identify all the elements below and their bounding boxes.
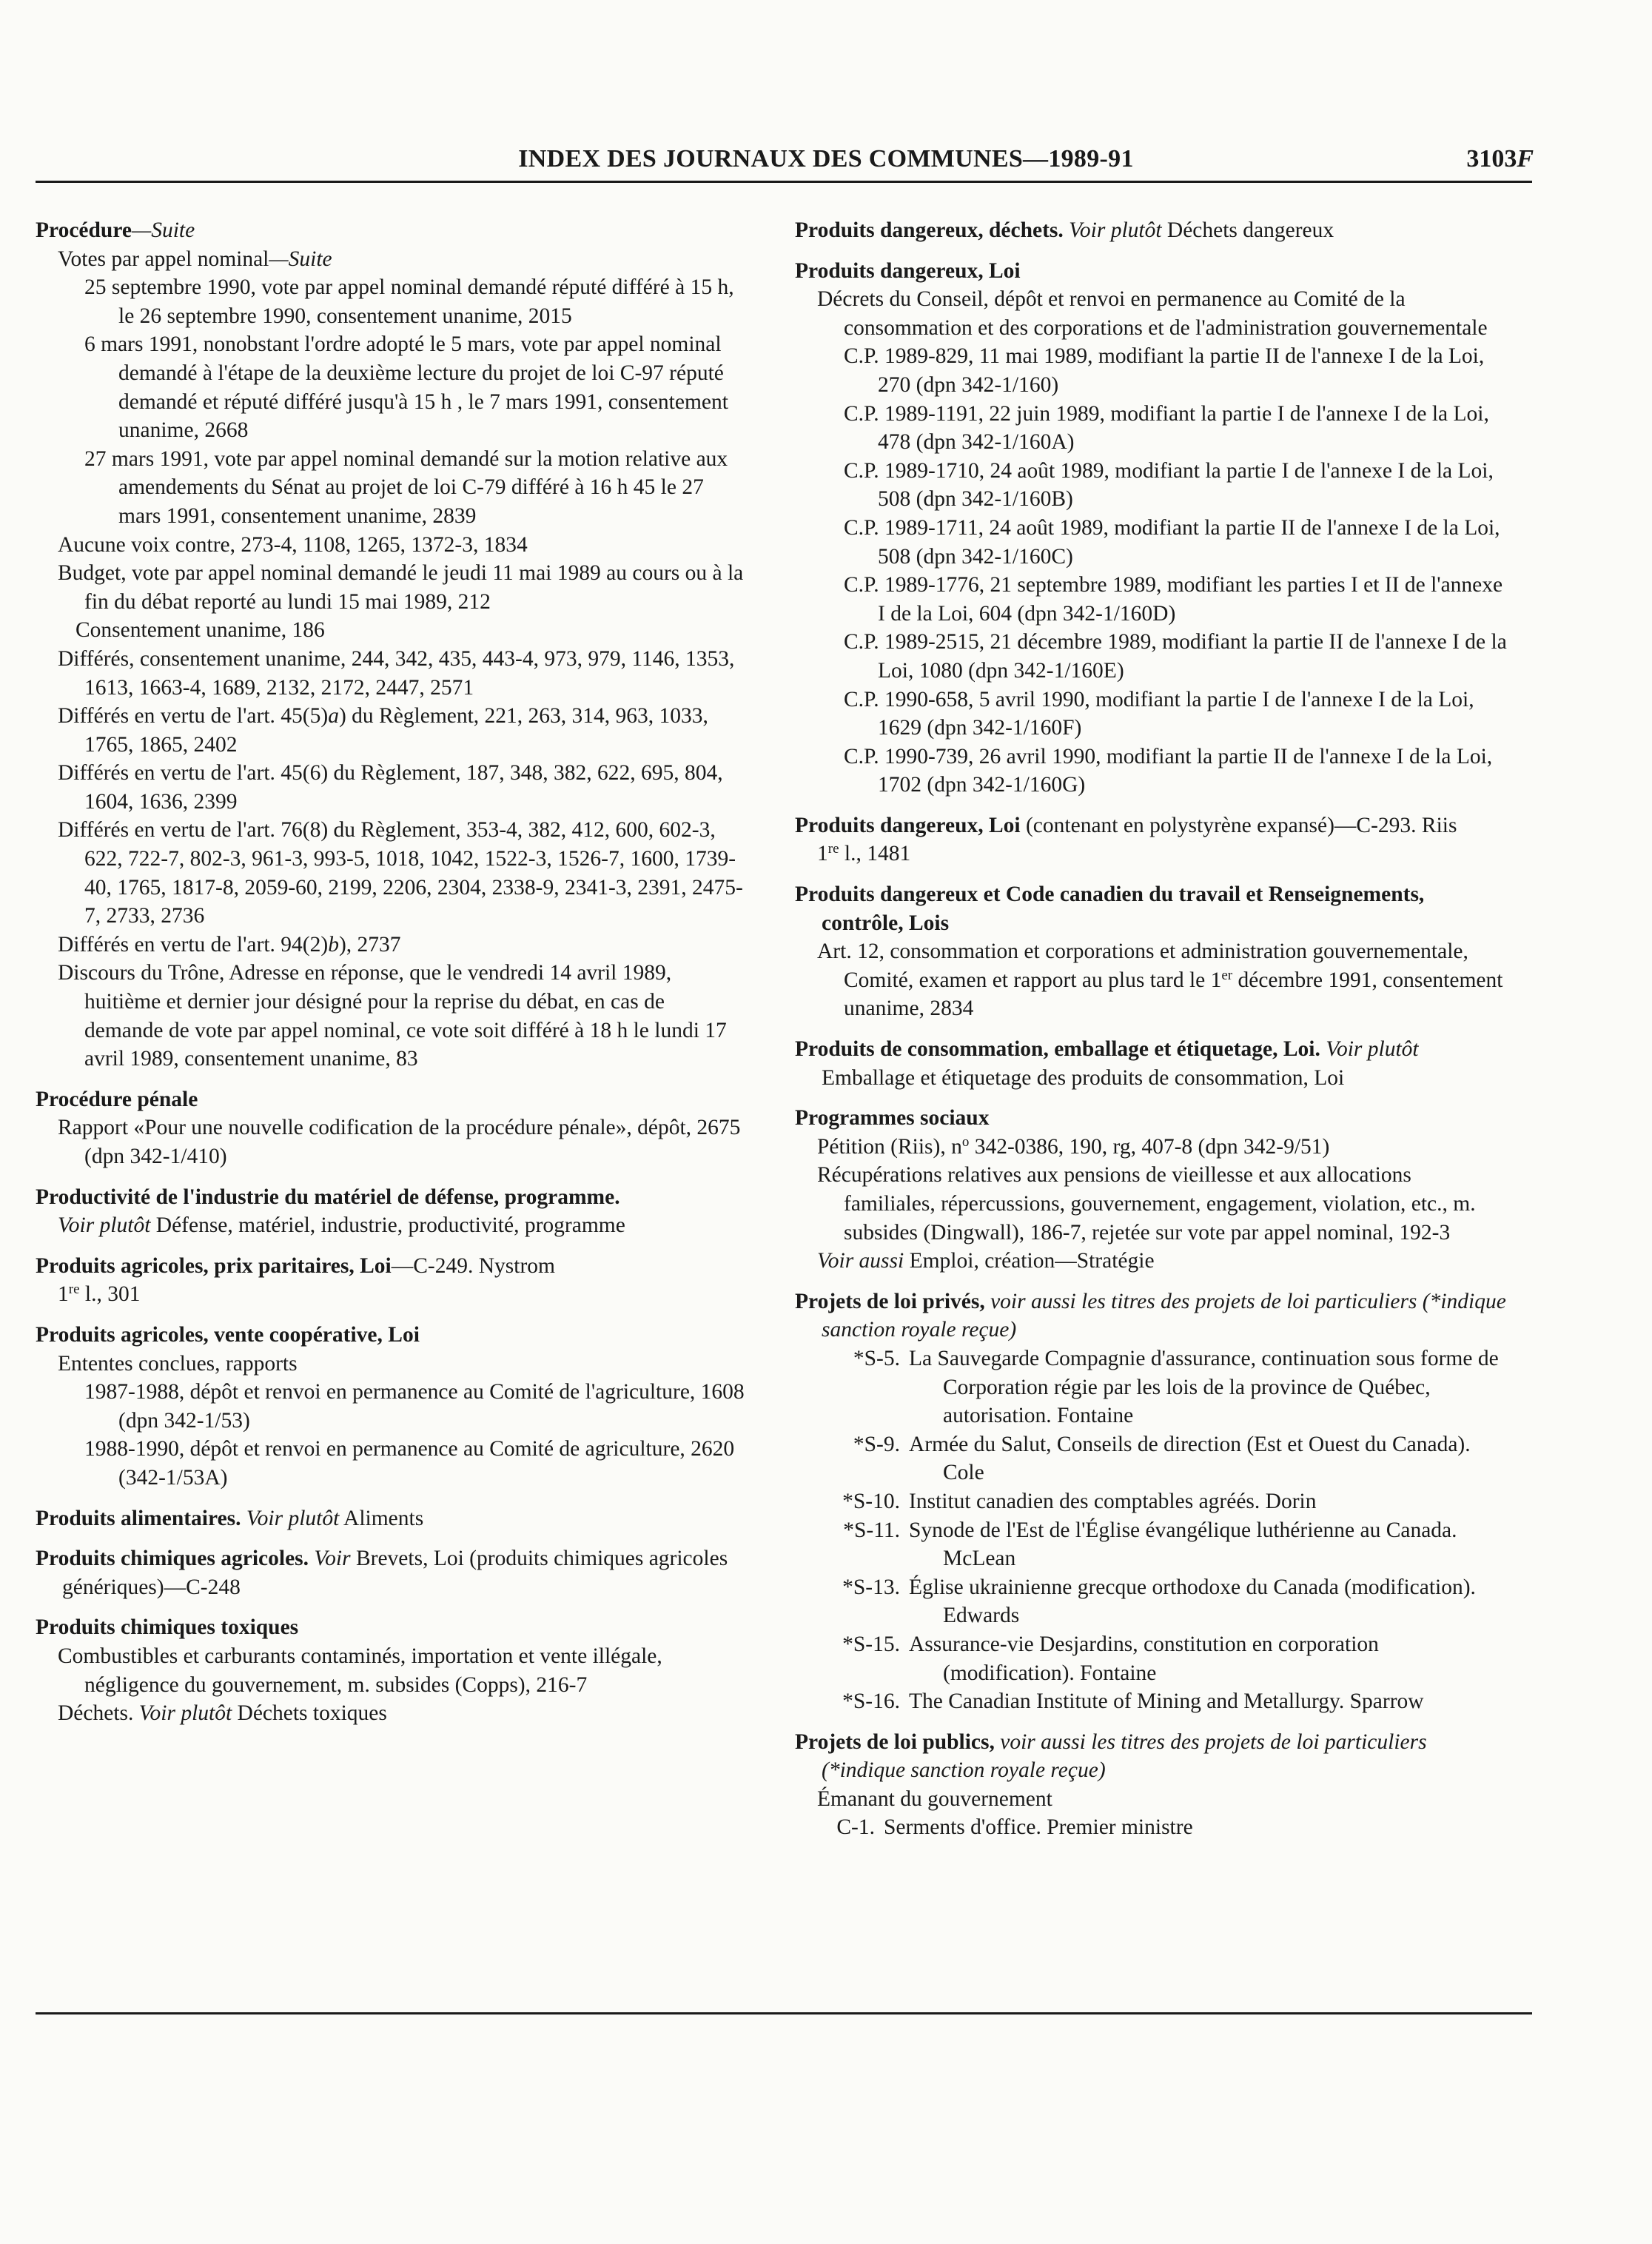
- list-item: 6 mars 1991, nonobstant l'ordre adopté le 5 mars, vote par appel nominal demandé à l'étape de la deuxième lecture du projet de loi C-97 réputé demandé et réputé différé jusqu'à 15 h , le 7 mars 1991, consentement unanime, 2668: [84, 332, 728, 443]
- text-part: 1: [58, 1282, 69, 1307]
- heading-text: Produits de consommation, emballage et étiquetage, Loi.: [795, 1037, 1320, 1062]
- bill-title: Synode de l'Est de l'Église évangélique luthérienne au Canada. McLean: [909, 1518, 1457, 1571]
- heading-text: Produits agricoles, prix paritaires, Loi: [36, 1253, 392, 1278]
- entry-code-canadien: [795, 880, 1507, 1023]
- entry-heading: [795, 811, 1507, 840]
- text-part: 342-0386, 190, rg, 407-8 (dpn 342-9/51): [969, 1134, 1330, 1159]
- superscript: o: [961, 1133, 970, 1150]
- bill-row: [795, 1573, 1507, 1630]
- text-part: Art. 12, consommation et corporations et administration gouvernementale, Comité, examen et rapport au plus tard le 1: [817, 940, 1468, 992]
- text-part: Déchets.: [58, 1701, 139, 1726]
- page-header-title: INDEX DES JOURNAUX DES COMMUNES—1989-91: [518, 145, 1134, 173]
- subentry-differes-94-2b: [36, 931, 748, 959]
- subentry-votes: [36, 245, 748, 274]
- entry-heading: Produits agricoles, vente coopérative, Loi: [36, 1322, 420, 1347]
- entry-lois-prives: [795, 1287, 1507, 1716]
- bill-number: *S-10.: [842, 1489, 900, 1513]
- bill-title: Assurance-vie Desjardins, constitution en corporation (modification). Fontaine: [909, 1632, 1379, 1685]
- subentry-differes-45-5a: [36, 702, 748, 759]
- superscript: re: [827, 841, 839, 857]
- subentry-ententes: Ententes conclues, rapports: [58, 1351, 298, 1376]
- bill-number: C-1.: [836, 1815, 875, 1840]
- ref-text: Déchets dangereux: [1161, 218, 1334, 242]
- text-part: a: [328, 704, 339, 729]
- text-part: ), 2737: [338, 932, 401, 957]
- subentry-gouvernement: Émanant du gouvernement: [817, 1786, 1052, 1811]
- entry-heading: Produits dangereux, Loi: [795, 258, 1021, 283]
- heading-text: Produits dangereux, Loi: [795, 813, 1021, 837]
- footer-rule: [36, 2012, 1532, 2014]
- entry-heading: [795, 1728, 1507, 1785]
- heading-suite: —Suite: [131, 218, 195, 242]
- voir-label: Voir plutôt: [1326, 1037, 1419, 1062]
- entry-procedure-penale: [36, 1085, 748, 1171]
- bill-row: [795, 1813, 1507, 1842]
- text-part: décembre 1991, consentement unanime, 2834: [844, 968, 1503, 1021]
- subentry-combustibles: Combustibles et carburants contaminés, importation et vente illégale, négligence du gouvernement, m. subsides (Copps), 216-7: [58, 1644, 662, 1697]
- subentry-petition: [795, 1133, 1507, 1162]
- bill-title: Serments d'office. Premier ministre: [884, 1815, 1193, 1840]
- cross-reference: [795, 1247, 1507, 1276]
- subentry-consentement: Consentement unanime, 186: [75, 618, 325, 643]
- ref-text: Déchets toxiques: [232, 1701, 387, 1726]
- heading-text: Projets de loi publics,: [795, 1729, 995, 1754]
- entry-vente-cooperative: [36, 1321, 748, 1493]
- superscript: er: [1221, 967, 1233, 983]
- entry-heading: [36, 1252, 748, 1281]
- bill-title: Armée du Salut, Conseils de direction (Est et Ouest du Canada). Cole: [909, 1432, 1471, 1485]
- entry-productivite: [36, 1183, 748, 1240]
- list-item: C.P. 1989-1710, 24 août 1989, modifiant la partie I de l'annexe I de la Loi, 508 (dpn 342-1/160B): [844, 458, 1494, 512]
- subentry-discours: Discours du Trône, Adresse en réponse, que le vendredi 14 avril 1989, huitième et dernier jour désigné pour la reprise du débat, en cas de demande de vote par appel nominal, ce vote soit différé à 18 h le lundi 17 avril 1989, consentement unanime, 83: [58, 961, 727, 1071]
- bill-row: [795, 1344, 1507, 1430]
- superscript: re: [68, 1282, 80, 1298]
- entry-lois-publics: [795, 1728, 1507, 1842]
- text-part: Pétition (Riis), n: [817, 1134, 962, 1159]
- subentry-lecture: [36, 1280, 748, 1309]
- entry-heading: [795, 1035, 1507, 1092]
- entry-procedure-suite: [36, 216, 748, 1074]
- voir-label: Voir plutôt: [58, 1213, 151, 1238]
- entry-heading: Produits chimiques toxiques: [36, 1615, 299, 1640]
- entry-heading: Procédure pénale: [36, 1087, 198, 1111]
- heading-text: Produits chimiques agricoles.: [36, 1547, 309, 1571]
- subentry-aucune: Aucune voix contre, 273-4, 1108, 1265, 1372-3, 1834: [58, 532, 528, 557]
- subentry-rapport: Rapport «Pour une nouvelle codification de la procédure pénale», dépôt, 2675 (dpn 342-1/410): [58, 1116, 741, 1168]
- subentry-budget: Budget, vote par appel nominal demandé le jeudi 11 mai 1989 au cours ou à la fin du débat reporté au lundi 15 mai 1989, 212: [58, 561, 744, 614]
- voir-label: Voir aussi: [817, 1249, 904, 1273]
- heading-text: Produits alimentaires.: [36, 1506, 241, 1530]
- bill-number: *S-11.: [843, 1518, 900, 1542]
- subentry-differes-45-6: Différés en vertu de l'art. 45(6) du Règlement, 187, 348, 382, 622, 695, 804, 1604, 1636, 2399: [58, 761, 723, 814]
- bill-row: [795, 1430, 1507, 1487]
- text-part: Différés en vertu de l'art. 45(5): [58, 704, 329, 729]
- bill-number: *S-9.: [853, 1432, 900, 1456]
- heading-tail: (contenant en polystyrène expansé)—C-293. Riis: [1020, 813, 1457, 837]
- page-number: [1466, 145, 1534, 173]
- heading-tail: —C-249. Nystrom: [391, 1253, 555, 1278]
- list-item: C.P. 1990-658, 5 avril 1990, modifiant la partie I de l'annexe I de la Loi, 1629 (dpn 342-1/160F): [844, 687, 1474, 740]
- bill-title: The Canadian Institute of Mining and Metallurgy. Sparrow: [909, 1689, 1424, 1714]
- subentry-art-12: [795, 937, 1507, 1023]
- ref-text: Emballage et étiquetage des produits de consommation, Loi: [822, 1065, 1345, 1090]
- list-item: C.P. 1989-1776, 21 septembre 1989, modifiant les parties I et II de l'annexe I de la Loi, 604 (dpn 342-1/160D): [844, 573, 1503, 626]
- bill-row: [795, 1687, 1507, 1716]
- bill-number: *S-16.: [842, 1689, 900, 1714]
- page-number-suffix: F: [1517, 145, 1534, 173]
- heading-text: Produits dangereux, déchets.: [795, 218, 1064, 242]
- header-rule: [36, 181, 1532, 183]
- entry-prix-paritaires: [36, 1252, 748, 1309]
- subentry-differes: Différés, consentement unanime, 244, 342, 435, 443-4, 973, 979, 1146, 1353, 1613, 1663-4, 1689, 2132, 2172, 2447, 2571: [58, 646, 735, 700]
- text-part: ) du Règlement, 221, 263, 314, 963, 1033, 1765, 1865, 2402: [84, 704, 708, 757]
- bill-row: [795, 1487, 1507, 1516]
- entry-programmes-sociaux: [795, 1104, 1507, 1276]
- text-part: 1: [817, 842, 828, 866]
- voir-label: Voir: [314, 1547, 351, 1571]
- subentry-decrets: Décrets du Conseil, dépôt et renvoi en permanence au Comité de la consommation et des corporations et de l'administration gouvernementale: [817, 287, 1488, 340]
- bill-title: Église ukrainienne grecque orthodoxe du Canada (modification). Edwards: [909, 1575, 1476, 1628]
- list-item: 27 mars 1991, vote par appel nominal demandé sur la motion relative aux amendements du Sénat au projet de loi C-79 différé à 16 h 45 le 27 mars 1991, consentement unanime, 2839: [84, 446, 728, 528]
- bill-number: *S-5.: [853, 1346, 900, 1370]
- votes-label: Votes par appel nominal: [58, 247, 269, 271]
- subentry-lecture: [795, 840, 1507, 868]
- voir-label: Voir plutôt: [138, 1701, 232, 1726]
- entry-heading: Produits dangereux et Code canadien du travail et Renseignements, contrôle, Lois: [795, 882, 1425, 935]
- subentry-differes-76-8: Différés en vertu de l'art. 76(8) du Règlement, 353-4, 382, 412, 600, 602-3, 622, 722-7, 802-3, 961-3, 993-5, 1018, 1042, 1522-3, 1526-7, 1600, 1739-40, 1765, 1817-8, 2059-60, 2199, 2206, 2304, 2338-9, 2341-3, 2391, 2475-7, 2733, 2736: [58, 818, 743, 928]
- cross-reference: [36, 1211, 748, 1240]
- ref-text: Brevets, Loi (produits chimiques agricoles génériques)—C-248: [62, 1547, 728, 1599]
- entry-consommation: [795, 1035, 1507, 1092]
- entry-alimentaires: [36, 1504, 748, 1533]
- ref-text: Défense, matériel, industrie, productivité, programme: [150, 1213, 625, 1238]
- entry-heading: [36, 1504, 748, 1533]
- heading-text: Procédure: [36, 218, 132, 242]
- subentry-dechets: [36, 1699, 748, 1728]
- list-item: C.P. 1989-829, 11 mai 1989, modifiant la partie II de l'annexe I de la Loi, 270 (dpn 342-1/160): [844, 344, 1485, 397]
- entry-dangereux-dechets: [795, 216, 1507, 245]
- heading-tail: voir aussi les titres des projets de loi particuliers (*indique sanction royale reçue): [822, 1729, 1427, 1783]
- entry-chimiques-agricoles: [36, 1544, 748, 1601]
- bill-number: *S-13.: [842, 1575, 900, 1599]
- list-item: C.P. 1990-739, 26 avril 1990, modifiant la partie II de l'annexe I de la Loi, 1702 (dpn 342-1/160G): [844, 744, 1493, 797]
- votes-suite: —Suite: [269, 247, 332, 271]
- text-part: l., 301: [79, 1282, 141, 1307]
- list-item: 25 septembre 1990, vote par appel nominal demandé réputé différé à 15 h, le 26 septembre 1990, consentement unanime, 2015: [84, 275, 734, 328]
- entry-heading: [36, 1544, 748, 1601]
- entry-heading: [795, 1287, 1507, 1344]
- bill-title: Institut canadien des comptables agréés. Dorin: [909, 1489, 1317, 1513]
- voir-label: Voir plutôt: [246, 1506, 340, 1530]
- entry-heading: Productivité de l'industrie du matériel de défense, programme.: [36, 1185, 620, 1209]
- entry-heading: [795, 216, 1507, 245]
- entry-dangereux-loi: [795, 257, 1507, 800]
- voir-label: Voir plutôt: [1069, 218, 1162, 242]
- entry-heading: Programmes sociaux: [795, 1106, 990, 1131]
- right-column: [795, 216, 1507, 1854]
- entry-heading: [36, 216, 748, 245]
- list-item: 1987-1988, dépôt et renvoi en permanence au Comité de l'agriculture, 1608 (dpn 342-1/53): [84, 1380, 745, 1433]
- entry-polystyrene: [795, 811, 1507, 868]
- text-part: Différés en vertu de l'art. 94(2): [58, 932, 329, 957]
- ref-text: Emploi, création—Stratégie: [904, 1249, 1155, 1273]
- page-number-value: 3103: [1466, 145, 1517, 173]
- text-part: b: [328, 932, 339, 957]
- list-item: C.P. 1989-1191, 22 juin 1989, modifiant la partie I de l'annexe I de la Loi, 478 (dpn 342-1/160A): [844, 401, 1489, 455]
- entry-chimiques-toxiques: [36, 1613, 748, 1727]
- bill-number: *S-15.: [842, 1632, 900, 1656]
- left-column: [36, 216, 748, 1740]
- heading-tail: voir aussi les titres des projets de loi particuliers (*indique sanction royale reçue): [822, 1289, 1506, 1342]
- bill-title: La Sauvegarde Compagnie d'assurance, continuation sous forme de Corporation régie par les lois de la province de Québec, autorisation. Fontaine: [909, 1346, 1499, 1428]
- ref-text: Aliments: [339, 1506, 424, 1530]
- bill-row: [795, 1630, 1507, 1687]
- text-part: l., 1481: [839, 842, 911, 866]
- list-item: C.P. 1989-2515, 21 décembre 1989, modifiant la partie II de l'annexe I de la Loi, 1080 (dpn 342-1/160E): [844, 630, 1507, 683]
- heading-text: Projets de loi privés,: [795, 1289, 985, 1313]
- list-item: C.P. 1989-1711, 24 août 1989, modifiant la partie II de l'annexe I de la Loi, 508 (dpn 342-1/160C): [844, 515, 1500, 569]
- list-item: 1988-1990, dépôt et renvoi en permanence au Comité de agriculture, 2620 (342-1/53A): [84, 1437, 735, 1490]
- subentry-recuperations: Récupérations relatives aux pensions de vieillesse et aux allocations familiales, répercussions, gouvernement, engagement, violation, etc., m. subsides (Dingwall), 186-7, rejetée sur vote par appel nominal, 192-3: [817, 1163, 1476, 1245]
- bill-row: [795, 1516, 1507, 1573]
